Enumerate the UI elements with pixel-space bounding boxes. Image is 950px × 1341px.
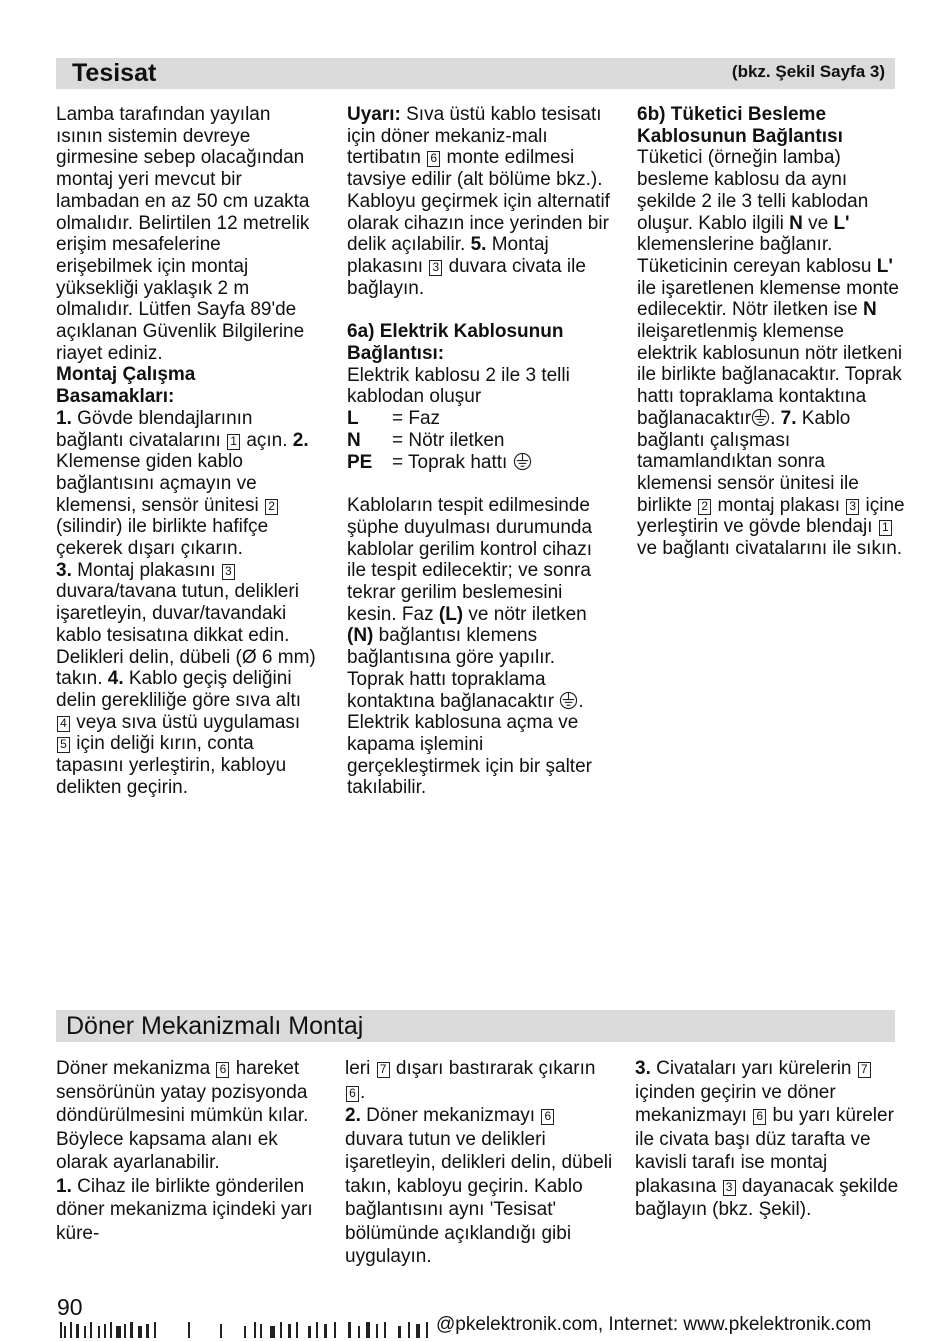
ref-box-6: 6 [427, 151, 440, 167]
terminal-row-n: N = Nötr iletken [347, 429, 505, 451]
ref-box-4: 4 [57, 716, 70, 732]
ref-box-3: 3 [429, 260, 442, 276]
ground-symbol-icon [513, 452, 532, 471]
ref-box-7: 7 [858, 1062, 871, 1078]
section-header-tesisat [56, 58, 895, 89]
page-number: 90 [57, 1294, 83, 1320]
section-title: Tesisat [72, 59, 157, 87]
ref-box-6: 6 [753, 1109, 766, 1125]
ref-box-6: 6 [541, 1109, 554, 1125]
subheading-6b: 6b) Tüketici Besleme Kablosunun Bağlantısı [637, 104, 843, 147]
ref-box-2: 2 [698, 499, 711, 515]
ref-box-7: 7 [377, 1062, 390, 1078]
subheading-6a: 6a) Elektrik Kablosunun Bağlantısı: [347, 321, 564, 365]
ref-box-1: 1 [879, 520, 892, 536]
ref-box-3: 3 [222, 564, 235, 580]
ground-symbol-icon [559, 691, 578, 710]
section-title: Döner Mekanizmalı Montaj [66, 1012, 364, 1040]
ref-box-6: 6 [346, 1086, 359, 1102]
ref-box-3: 3 [723, 1180, 736, 1196]
rotary-column-3 [635, 1057, 903, 1222]
installation-column-2 [347, 104, 615, 799]
steps-paragraph: 1. Gövde blendajlarının bağlantı civatalarını 1 açın. 2. Klemense giden kablo bağlantısını açmayın ve klemensi, sensör ünitesi 2 (silindir) ile birlikte hafifçe çekerek dışarı çıkarın. 3. Montaj plakasını 3 duvara/tavana tutun, delikleri işaretleyin, duvar/tavandaki kablo tesisatına dikkat edin. Delikleri delin, dübeli (Ø 6 mm) takın. 4. Kablo geçiş deliğini delin gerekliliğe göre sıva altı 4 veya sıva üstü uygulaması 5 için deliği kırın, conta tapasını yerleştirin, kabloyu delikten geçirin. [56, 407, 316, 798]
cable-description: Elektrik kablosu 2 ile 3 telli kablodan oluşur [347, 364, 570, 408]
ref-box-2: 2 [265, 499, 278, 515]
ref-box-6: 6 [216, 1062, 229, 1078]
installation-column-1 [56, 104, 318, 799]
footer-contact: @pkelektronik.com, Internet: www.pkelektronik.com [436, 1314, 872, 1335]
steps-heading: Montaj Çalışma Basamakları: [56, 364, 196, 408]
intro-paragraph: Lamba tarafından yayılan ısının sistemin devreye girmesine sebep olacağından montaj yeri mevcut bir lambadan en az 50 cm uzakta olmalıdır. Belirtilen 12 metrelik erişim mesafelerine erişebilmek için montaj yüksekliği yaklaşık 2 m olmalıdır. Lütfen Sayfa 89'de açıklanan Güvenlik Bilgilerine riayet ediniz. [56, 104, 310, 364]
ref-box-5: 5 [57, 737, 70, 753]
ground-symbol-icon [751, 408, 770, 427]
cable-check-paragraph: Kabloların tespit edilmesinde şüphe duyulması durumunda kablolar gerilim kontrol cihazı ile tespit edilecektir; ve sonra tekrar gerilim beslemesini kesin. Faz (L) ve nötr iletken (N) bağlantısı klemens bağlantısına göre yapılır. Toprak hattı topraklama kontaktına bağlanacaktır . Elektrik kablosuna açma ve kapama işlemini gerçekleştirmek için bir şalter takılabilir. [347, 495, 593, 799]
rotary-column-1 [56, 1057, 318, 1245]
section-header-rotary [56, 1010, 895, 1042]
warning-paragraph: Uyarı: Sıva üstü kablo tesisatı için döner mekaniz-malı tertibatın 6 monte edilmesi tavsiye edilir (alt bölüme bkz.). Kabloyu geçirmek için alternatif olarak cihazın ince yerinden bir delik açılabilir. 5. Montaj plakasını 3 duvara civata ile bağlayın. [347, 104, 610, 299]
rotary-column-2 [345, 1057, 613, 1269]
rotary-paragraph-3: 3. Civataları yarı kürelerin 7 içinden geçirin ve döner mekanizmayı 6 bu yarı küreler ile civata başı düz tarafta ve kavisli tarafı ise montaj plakasına 3 dayanacak şekilde bağlayın (bkz. Şekil). [635, 1058, 899, 1220]
installation-column-3 [637, 104, 905, 560]
ref-box-1: 1 [227, 434, 240, 450]
figure-reference: (bkz. Şekil Sayfa 3) [731, 62, 885, 81]
terminal-row-l: L = Faz [347, 408, 441, 430]
rotary-paragraph-1: Döner mekanizma 6 hareket sensörünün yatay pozisyonda döndürülmesini mümkün kılar. Böylece kapsama alanı ek olarak ayarlanabilir. 1. Cihaz ile birlikte gönderilen döner mekanizma içindeki yarı küre- [56, 1058, 313, 1244]
rotary-paragraph-2: leri 7 dışarı bastırarak çıkarın 6 . 2. Döner mekanizmayı 6 duvara tutun ve delikleri işaretleyin, delikleri delin, dübeli takın, kabloyu geçirin. Kablo bağlantısını aynı 'Tesisat' bölümünde açıklandığı gibi uygulayın. [345, 1058, 613, 1267]
warning-label: Uyarı: [347, 104, 401, 125]
consumer-cable-paragraph: Tüketici (örneğin lamba) besleme kablosu da aynı şekilde 2 ile 3 telli kablodan oluşur. Kablo ilgili N ve L' klemenslerine bağlanır. Tüketicinin cereyan kablosu L' ile işaretlenen klemense monte edilecektir. Nötr iletken ise N ileişaretlenmiş klemense elektrik kablosunun nötr iletkeni ile birlikte bağlanacaktır. Toprak hattı topraklama kontaktına bağlanacaktır . 7. Kablo bağlantı çalışması tamamlandıktan sonra klemensi sensör ünitesi ile birlikte 2 montaj plakası 3 içine yerleştirin ve gövde blendajı 1 ve bağlantı civatalarını ile sıkın. [637, 147, 905, 560]
ref-box-3: 3 [846, 499, 859, 515]
terminal-row-pe: PE = Toprak hattı [347, 452, 615, 474]
footer-cropped-text [58, 1318, 434, 1338]
